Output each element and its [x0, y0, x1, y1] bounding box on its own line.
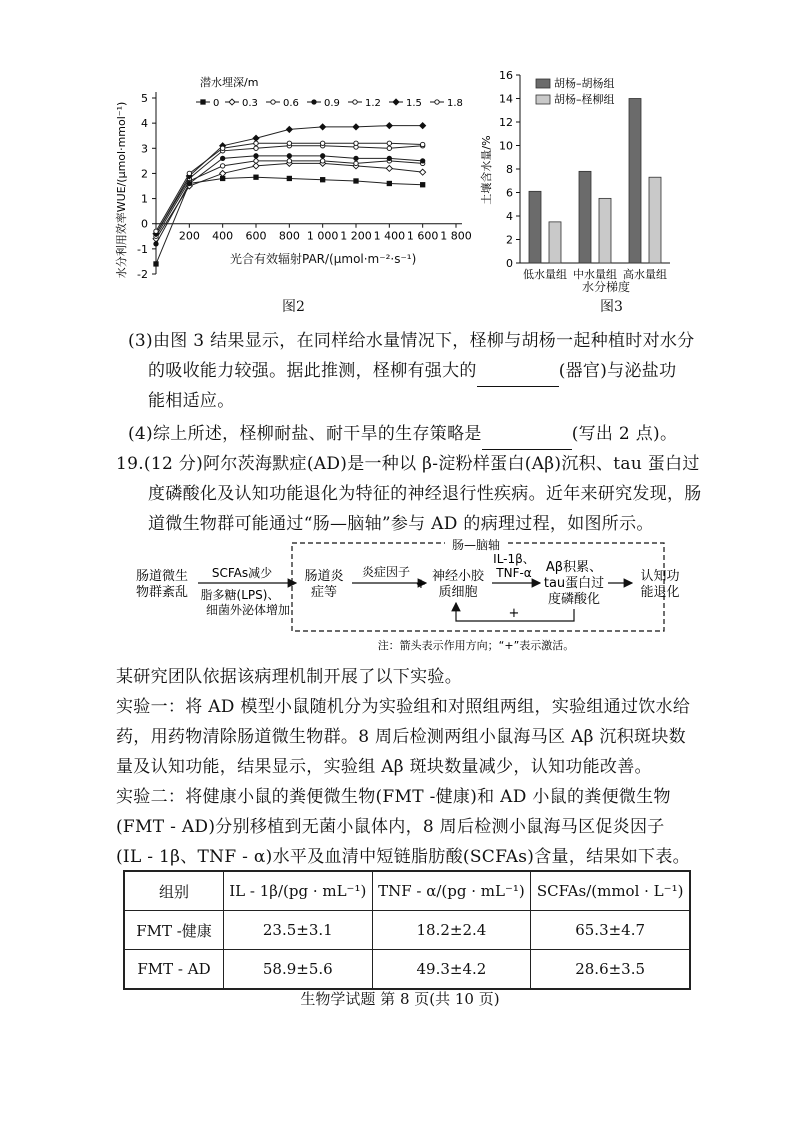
fig2-point-1.5 [320, 124, 326, 130]
fig2-point-0.6 [287, 159, 291, 163]
q3-line-3: 能相适应。 [148, 391, 235, 411]
node-gut-inflammation-1: 肠道炎 [304, 569, 344, 584]
fig2-point-0.6 [254, 159, 258, 163]
body-p5: 实验二：将健康小鼠的粪便微生物(FMT -健康)和 AD 小鼠的粪便微生物 [116, 787, 671, 807]
fig3-x-title: 水分梯度 [582, 280, 631, 294]
fig2-point-0.6 [354, 161, 358, 165]
fig2-point-1.8 [354, 141, 358, 145]
fig3-legend-swatch [536, 79, 550, 88]
fig2-y-tick-label: 4 [141, 117, 148, 131]
body-p1: 某研究团队依据该病理机制开展了以下实验。 [116, 667, 462, 687]
fig2-x-tick-label: 1 600 [406, 229, 439, 243]
fig2-point-0.3 [253, 163, 259, 169]
fig2-point-1.5 [286, 126, 292, 132]
feedback-plus: + [508, 606, 520, 621]
fig2-x-tick-label: 1 000 [306, 229, 339, 243]
fig3-bars [529, 99, 661, 264]
arrow1-label-top: SCFAs减少 [211, 566, 273, 580]
fig3-y-tick-label: 8 [506, 163, 513, 176]
fig2-point-0.9 [254, 154, 258, 158]
q4-answer-blank[interactable] [482, 419, 572, 450]
q19-line-3: 道微生物群可能通过“肠—脑轴”参与 AD 的病理过程，如图所示。 [148, 514, 654, 534]
table-cell: 23.5±3.1 [224, 911, 373, 950]
fig2-point-1.8 [287, 141, 291, 145]
fig2-legend-label: 0.6 [283, 98, 299, 109]
arrow3-label-1: IL-1β、 [493, 552, 535, 566]
fig2-x-tick-label: 1 400 [373, 229, 406, 243]
fig2-point-0.9 [320, 154, 324, 158]
fig2-x-tick-label: 1 800 [440, 229, 472, 243]
page-footer: 生物学试题 第 8 页(共 10 页) [300, 990, 500, 1008]
fig2-y-tick-label: 0 [141, 217, 148, 231]
table-cell: FMT -健康 [124, 911, 224, 950]
fig3-bar-2-0 [629, 99, 641, 264]
fig2-legend-label: 0 [213, 98, 220, 109]
fig2-point-0.9 [387, 156, 391, 160]
fig2-legend-label: 0.3 [242, 98, 258, 109]
node-cognition-2: 能退化 [640, 585, 680, 600]
fig2-point-0 [254, 175, 258, 179]
fig3-legend-swatch [536, 95, 550, 104]
fig3-y-tick-label: 0 [506, 257, 513, 270]
fig2-legend-marker [201, 100, 205, 104]
node-microglia-1: 神经小胶 [431, 569, 485, 584]
table-cell: 58.9±5.6 [224, 950, 373, 990]
node-microglia-2: 质细胞 [438, 585, 478, 600]
table-cell: 18.2±2.4 [372, 911, 531, 950]
fig2-point-0 [354, 179, 358, 183]
arrow1-label-bottom-1: 脂多糖(LPS)、 [200, 588, 280, 602]
fig2-point-1.2 [254, 146, 258, 150]
gut-brain-axis-diagram [130, 535, 690, 660]
fig2-legend-marker [435, 100, 439, 104]
body-p2: 实验一：将 AD 模型小鼠随机分为实验组和对照组两组，实验组通过饮水给 [116, 697, 691, 717]
fig3-y-tick-label: 10 [499, 139, 513, 153]
fig2-point-1.8 [154, 229, 158, 233]
fig2-point-0.9 [287, 154, 291, 158]
body-p7: (IL - 1β、TNF - α)水平及血清中短链脂肪酸(SCFAs)含量，结果如下表。 [116, 847, 690, 867]
arrow1-label-bottom-2: 细菌外泌体增加 [205, 603, 291, 617]
fig3-legend-label: 胡杨–胡杨组 [554, 77, 615, 90]
arrow3-label-2: TNF-α [496, 566, 532, 580]
body-p4: 量及认知功能，结果显示，实验组 Aβ 斑块数量减少，认知功能改善。 [116, 757, 652, 777]
results-table [123, 870, 691, 990]
fig2-legend-marker [393, 99, 399, 105]
body-p6: (FMT - AD)分别移植到无菌小鼠体内，8 周后检测小鼠海马区促炎因子 [116, 817, 665, 837]
fig2-x-tick-label: 200 [178, 229, 200, 243]
fig3-y-label [478, 110, 498, 230]
fig2-point-1.5 [253, 135, 259, 141]
fig2-y-tick-label: -2 [137, 268, 148, 281]
fig3-bar-1-0 [579, 171, 591, 263]
fig2-point-0 [420, 183, 424, 187]
fig2-point-1.2 [387, 146, 391, 150]
node-cognition-1: 认知功 [640, 569, 680, 584]
fig2-x-tick-label: 800 [278, 229, 300, 243]
q3-line-2b: (器官)与泌盐功 [558, 361, 677, 381]
fig2-point-0.6 [320, 159, 324, 163]
arrow2-label: 炎症因子 [361, 565, 411, 579]
fig2-point-0.9 [220, 156, 224, 160]
fig2-series-group [153, 123, 426, 266]
activation-plus: + [415, 577, 427, 592]
table-row [124, 911, 690, 950]
fig2-legend-label: 1.2 [365, 98, 381, 109]
figure-3-chart [480, 65, 680, 305]
fig2-point-1.5 [353, 124, 359, 130]
fig2-y-axis-label: 水分利用效率WUE/(μmol·mmol⁻¹) [115, 101, 128, 279]
fig2-legend-label: 1.5 [406, 98, 422, 109]
figure-2-chart [110, 70, 490, 310]
fig2-legend-label: 0.9 [324, 98, 340, 109]
fig3-y-tick-label: 2 [506, 233, 513, 247]
table-header-cell: 组别 [124, 871, 224, 911]
fig2-y-tick-label: 5 [141, 92, 148, 105]
fig3-y-tick-label: 6 [506, 186, 513, 200]
q4-line [128, 419, 677, 450]
fig3-y-tick-label: 16 [499, 69, 513, 82]
body-p3: 药，用药物清除肠道微生物群。8 周后检测两组小鼠海马区 Aβ 沉积斑块数 [116, 727, 686, 747]
fig3-y-tick-label: 4 [506, 210, 513, 223]
table-header-cell: IL - 1β/(pg · mL⁻¹) [224, 871, 373, 911]
fig2-point-1.8 [254, 141, 258, 145]
fig2-point-0 [154, 262, 158, 266]
fig2-point-0.9 [354, 156, 358, 160]
fig2-y-label [105, 85, 145, 295]
fig3-y-tick-label: 14 [499, 92, 513, 106]
fig2-legend-title: 潜水埋深/m [200, 76, 259, 89]
fig2-point-0.9 [420, 159, 424, 163]
table-cell: 65.3±4.7 [531, 911, 690, 950]
q3-answer-blank[interactable] [477, 356, 559, 387]
axis-box-title: 肠—脑轴 [451, 538, 501, 552]
fig2-point-0 [387, 181, 391, 185]
fig3-y-axis-label: 土壤含水量/% [480, 135, 493, 205]
table-cell: FMT - AD [124, 950, 224, 990]
fig2-legend-label: 1.8 [447, 98, 463, 109]
fig2-point-0.9 [154, 242, 158, 246]
fig3-category-label: 低水量组 [523, 268, 567, 281]
fig3-bar-0-1 [549, 222, 561, 263]
fig3-bar-2-1 [649, 177, 661, 263]
fig3-legend-label: 胡杨–柽柳组 [554, 93, 615, 106]
fig2-legend-marker [229, 99, 235, 105]
axis-dashed-box [292, 543, 664, 631]
fig2-point-1.8 [220, 146, 224, 150]
fig2-point-0.3 [420, 169, 426, 175]
q3-line-2 [148, 356, 676, 387]
fig2-x-axis-label: 光合有效辐射PAR/(μmol·m⁻²·s⁻¹) [230, 252, 417, 266]
fig2-y-tick-label: 1 [141, 192, 148, 206]
fig3-category-label: 中水量组 [573, 268, 617, 281]
node-gut-microbiota-1: 肠道微生 [135, 569, 189, 584]
table-cell: 28.6±3.5 [531, 950, 690, 990]
fig2-legend-marker [353, 100, 357, 104]
fig2-point-1.5 [420, 123, 426, 129]
q19-line-1: 19.(12 分)阿尔茨海默症(AD)是一种以 β-淀粉样蛋白(Aβ)沉积、tau 蛋白过 [116, 454, 700, 474]
fig2-point-0.6 [220, 164, 224, 168]
fig2-legend-marker [312, 100, 316, 104]
fig2-point-1.8 [187, 171, 191, 175]
node-abeta-3: 度磷酸化 [547, 592, 601, 607]
q19-line-2: 度磷酸化及认知功能退化为特征的神经退行性疾病。近年来研究发现，肠 [148, 484, 702, 504]
node-gut-microbiota-2: 物群紊乱 [135, 585, 189, 600]
node-abeta-1: Aβ积累、 [545, 560, 603, 575]
fig3-y-tick-label: 12 [499, 116, 513, 129]
fig2-x-tick-label: 1 200 [340, 229, 372, 243]
fig2-point-1.5 [386, 123, 392, 129]
fig2-y-tick-label: -1 [137, 242, 148, 256]
table-row [124, 950, 690, 990]
fig2-x-tick-label: 400 [212, 229, 234, 243]
fig3-caption: 图3 [600, 299, 623, 315]
table-header-row [124, 871, 690, 911]
fig2-point-1.8 [420, 142, 424, 146]
fig2-legend [196, 75, 463, 109]
q4-text-a: (4)综上所述，柽柳耐盐、耐干旱的生存策略是 [128, 424, 482, 444]
fig3-legend [536, 76, 615, 106]
table-cell: 49.3±4.2 [372, 950, 531, 990]
fig2-x-tick-label: 600 [245, 229, 267, 243]
table-header-cell: SCFAs/(mmol · L⁻¹) [531, 871, 690, 911]
fig2-point-1.8 [387, 141, 391, 145]
fig2-point-0 [287, 176, 291, 180]
table-header-cell: TNF - α/(pg · mL⁻¹) [372, 871, 531, 911]
fig2-point-0.3 [220, 170, 226, 176]
fig3-bar-0-0 [529, 191, 541, 263]
fig3-bar-1-1 [599, 198, 611, 263]
node-gut-inflammation-2: 症等 [310, 585, 338, 600]
fig2-y-tick-label: 3 [141, 142, 148, 156]
fig3-category-label: 高水量组 [623, 268, 667, 281]
fig2-legend-marker [271, 100, 275, 104]
fig2-point-0 [320, 178, 324, 182]
fig2-point-1.8 [320, 141, 324, 145]
fig2-y-tick-label: 2 [141, 167, 148, 181]
fig2-caption: 图2 [282, 299, 305, 315]
q3-line-2a: 的吸收能力较强。据此推测，柽柳有强大的 [148, 361, 477, 381]
fig2-point-0.3 [386, 165, 392, 171]
q3-line-1: (3)由图 3 结果显示，在同样给水量情况下，柽柳与胡杨一起种植时对水分 [128, 331, 695, 351]
q4-text-b: (写出 2 点)。 [571, 424, 678, 444]
diagram-note: 注：箭头表示作用方向；“+”表示激活。 [377, 639, 575, 652]
node-abeta-2: tau蛋白过 [543, 576, 605, 591]
